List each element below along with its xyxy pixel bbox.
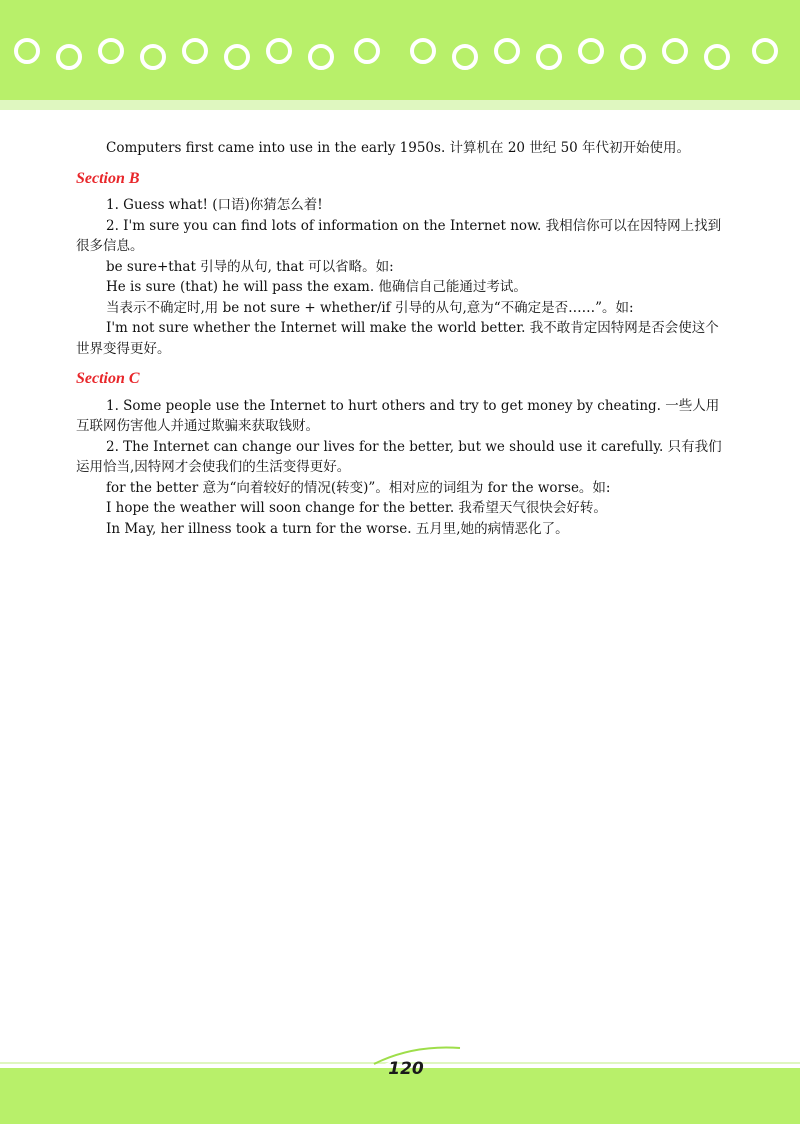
section-c-paragraph: for the better 意为“向着较好的情况(转变)”。相对应的词组为 for the worse。如: — [106, 479, 611, 496]
section-b-paragraph: be sure+that 引导的从句, that 可以省略。如: — [106, 258, 394, 275]
section-c-paragraph: 2. The Internet can change our lives for the better, but we should use it carefully. 只有我们运用恰当,因特网才会使我们的生活变得更好。 — [76, 438, 722, 475]
section-b-paragraph: 1. Guess what! (口语)你猜怎么着! — [106, 197, 323, 213]
document-body — [76, 138, 726, 539]
section-b-paragraph: 当表示不确定时,用 be not sure + whether/if 引导的从句,意为“不确定是否……”。如: — [106, 299, 634, 316]
section-c-heading: Section C — [76, 370, 140, 387]
page-number: 120 — [388, 1059, 424, 1079]
section-c-paragraph: 1. Some people use the Internet to hurt others and try to get money by cheating. 一些人用互联网伤害他人并通过欺骗来获取钱财。 — [76, 397, 720, 434]
ring-row-icon — [0, 0, 800, 100]
section-b-paragraph: He is sure (that) he will pass the exam. 他确信自己能通过考试。 — [106, 279, 527, 295]
intro-paragraph: Computers first came into use in the early 1950s. 计算机在 20 世纪 50 年代初开始使用。 — [106, 140, 691, 156]
section-c-paragraph: I hope the weather will soon change for the better. 我希望天气很快会好转。 — [106, 500, 607, 516]
section-b-heading: Section B — [76, 169, 140, 187]
section-b-paragraph: I'm not sure whether the Internet will make the world better. 我不敢肯定因特网是否会使这个世界变得更好。 — [76, 320, 719, 357]
section-b-paragraph: 2. I'm sure you can find lots of information on the Internet now. 我相信你可以在因特网上找到很多信息。 — [76, 217, 722, 254]
section-c-paragraph: In May, her illness took a turn for the worse. 五月里,她的病情恶化了。 — [106, 520, 569, 537]
header-strip — [0, 100, 800, 110]
